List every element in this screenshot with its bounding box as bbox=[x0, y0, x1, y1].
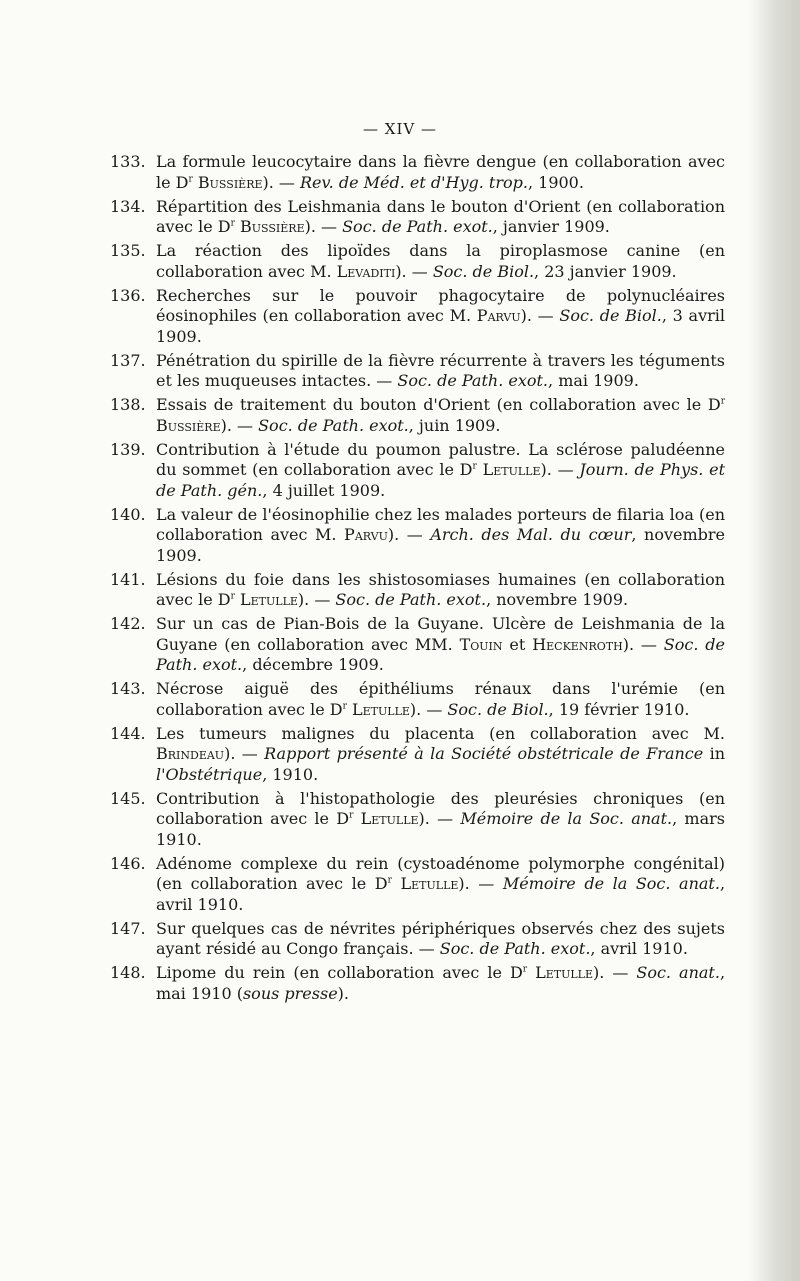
bibliography-entry bbox=[110, 614, 725, 676]
entry-number: 136. bbox=[110, 285, 146, 305]
text-run: ). — bbox=[224, 744, 265, 763]
author-name: Bussière bbox=[197, 172, 263, 192]
entry-text bbox=[156, 963, 725, 1003]
bibliography-entry bbox=[110, 351, 725, 392]
entry-text bbox=[156, 614, 725, 674]
author-name: Bussière bbox=[156, 415, 221, 435]
text-run: Essais de traitement du bouton d'Orient (en collaboration avec le D bbox=[156, 395, 721, 414]
text-run: ). — bbox=[418, 809, 461, 828]
page-number: — XIV — bbox=[363, 120, 437, 138]
superscript: r bbox=[349, 810, 354, 821]
text-run: La formule leucocytaire dans la fièvre dengue (en collaboration avec le D bbox=[156, 152, 725, 192]
text-run: Lipome du rein (en collaboration avec le D bbox=[156, 963, 523, 982]
entry-number: 147. bbox=[110, 918, 146, 938]
text-run: , 1900. bbox=[527, 172, 584, 192]
text-run: , janvier 1909. bbox=[492, 217, 610, 236]
entry-number: 142. bbox=[110, 614, 146, 633]
text-run: Recherches sur le pouvoir phagocytaire de polynucléaires éosinophiles (en collaboration avec M. bbox=[156, 285, 725, 325]
superscript: r bbox=[522, 964, 528, 975]
bibliography-entry bbox=[110, 963, 725, 1004]
text-run: ). — bbox=[220, 415, 259, 435]
bibliography-entry bbox=[110, 440, 725, 502]
superscript: r bbox=[188, 174, 193, 185]
text-run: ). — bbox=[387, 525, 431, 544]
publication-title: Rev. de Méd. et d'Hyg. trop. bbox=[300, 172, 528, 192]
entry-text bbox=[156, 724, 725, 784]
entry-text bbox=[156, 679, 725, 719]
page-edge-shadow bbox=[748, 0, 800, 1281]
text-run: Nécrose aiguë des épithéliums rénaux dans l'urémie (en collaboration avec le D bbox=[156, 679, 725, 719]
entry-number: 134. bbox=[110, 196, 146, 216]
bibliography-entry bbox=[110, 241, 725, 282]
text-run bbox=[353, 809, 360, 828]
entry-number: 140. bbox=[110, 504, 146, 524]
author-name: Brindeau bbox=[156, 744, 225, 763]
author-name: Parvu bbox=[476, 306, 521, 325]
entry-text bbox=[156, 440, 725, 500]
bibliography-entry bbox=[110, 679, 725, 720]
entry-number: 137. bbox=[110, 350, 146, 370]
entry-number: 138. bbox=[110, 395, 146, 414]
bibliography-list bbox=[110, 152, 725, 1008]
text-run: , avril 1910. bbox=[590, 939, 688, 958]
text-run: , mai 1910 ( bbox=[156, 963, 726, 1003]
text-run bbox=[392, 874, 401, 893]
text-run: Sur un cas de Pian-Bois de la Guyane. Ulcère de Leishmania de la Guyane (en collaboration avec MM. bbox=[156, 614, 725, 654]
text-run bbox=[527, 963, 535, 982]
bibliography-entry bbox=[110, 395, 725, 436]
superscript: r bbox=[720, 396, 725, 407]
bibliography-entry bbox=[110, 505, 725, 567]
bibliography-entry bbox=[110, 286, 725, 348]
publication-title: Mémoire de la Soc. anat. bbox=[502, 874, 720, 893]
text-run: Adénome complexe du rein (cystoadénome polymorphe congénital) (en collaboration avec le D bbox=[156, 853, 725, 893]
author-name: Bussière bbox=[240, 217, 305, 236]
text-run: Répartition des Leishmania dans le bouton d'Orient (en collaboration avec le D bbox=[156, 196, 725, 236]
entry-number: 143. bbox=[110, 679, 146, 698]
entry-text bbox=[156, 570, 725, 610]
text-run: Contribution à l'étude du poumon palustre. La sclérose paludéenne du sommet (en collaboration avec le D bbox=[156, 439, 725, 479]
text-run: ). — bbox=[593, 963, 637, 982]
bibliography-entry bbox=[110, 919, 725, 960]
entry-number: 145. bbox=[110, 788, 146, 808]
text-run: La valeur de l'éosinophilie chez les malades porteurs de filaria loa (en collaboration avec M. bbox=[156, 504, 725, 544]
publication-title: Soc. de Biol. bbox=[447, 699, 549, 719]
bibliography-entry bbox=[110, 724, 725, 786]
publication-title: Soc. de Path. exot. bbox=[342, 217, 493, 236]
entry-text bbox=[156, 395, 725, 435]
entry-text bbox=[156, 152, 725, 192]
text-run: , 3 avril 1909. bbox=[156, 306, 726, 346]
author-name: Letulle bbox=[482, 460, 541, 479]
text-run: , novembre 1909. bbox=[156, 525, 726, 565]
publication-title: Soc. de Path. exot. bbox=[439, 939, 591, 958]
publication-title: Rapport présenté à la Société obstétricale de France bbox=[264, 744, 704, 763]
publication-title: Arch. des Mal. du cœur bbox=[430, 525, 632, 544]
text-run: , 23 janvier 1909. bbox=[534, 261, 677, 281]
text-run: Contribution à l'histopathologie des pleurésies chroniques (en collaboration avec le D bbox=[156, 788, 725, 828]
author-name: Letulle bbox=[352, 699, 410, 719]
text-run: , novembre 1909. bbox=[486, 590, 629, 609]
text-run: , juin 1909. bbox=[408, 415, 501, 435]
text-run: Sur quelques cas de névrites périphériques observés chez des sujets ayant résidé au Congo français. — bbox=[156, 918, 725, 958]
publication-title: Soc. de Path. exot. bbox=[335, 590, 487, 609]
publication-title: Soc. de Biol. bbox=[432, 261, 535, 281]
entry-number: 139. bbox=[110, 439, 146, 459]
text-run: in bbox=[703, 744, 726, 763]
text-run: , 1910. bbox=[262, 764, 319, 784]
text-run: ). — bbox=[540, 460, 580, 479]
author-name: Parvu bbox=[344, 525, 388, 544]
entry-number: 148. bbox=[110, 963, 146, 982]
text-run: La réaction des lipoïdes dans la piroplasmose canine (en collaboration avec M. bbox=[156, 241, 725, 281]
author-name: Letulle bbox=[400, 874, 459, 893]
text-run: , mars 1910. bbox=[156, 809, 726, 849]
text-run: ). — bbox=[297, 590, 336, 609]
text-run: ). bbox=[337, 983, 349, 1003]
publication-title: Soc. de Biol. bbox=[559, 306, 662, 325]
entry-number: 141. bbox=[110, 569, 146, 589]
text-run: , 4 juillet 1909. bbox=[262, 480, 386, 500]
superscript: r bbox=[230, 591, 235, 602]
entry-text bbox=[156, 286, 725, 346]
author-name: Levaditi bbox=[336, 261, 396, 281]
bibliography-entry bbox=[110, 152, 725, 193]
text-run: et bbox=[502, 634, 533, 654]
text-run: ). — bbox=[622, 634, 664, 654]
publication-title: sous presse bbox=[242, 983, 338, 1003]
entry-text bbox=[156, 351, 725, 391]
author-name: Letulle bbox=[360, 809, 419, 828]
text-run: , 19 février 1910. bbox=[548, 699, 690, 719]
publication-title: l'Obstétrique bbox=[156, 764, 263, 784]
superscript: r bbox=[230, 218, 235, 229]
entry-text bbox=[156, 789, 725, 849]
entry-text bbox=[156, 919, 725, 959]
text-run: ). — bbox=[409, 699, 448, 719]
text-run: Les tumeurs malignes du placenta (en collaboration avec M. bbox=[156, 723, 725, 743]
publication-title: Soc. de Path. exot. bbox=[258, 415, 409, 435]
bibliography-entry bbox=[110, 854, 725, 916]
superscript: r bbox=[342, 701, 347, 712]
author-name: Letulle bbox=[535, 963, 594, 982]
entry-text bbox=[156, 854, 725, 914]
text-run: , décembre 1909. bbox=[242, 655, 384, 674]
entry-number: 146. bbox=[110, 853, 146, 873]
publication-title: Mémoire de la Soc. anat. bbox=[460, 809, 673, 828]
author-name: Letulle bbox=[240, 590, 298, 609]
entry-text bbox=[156, 241, 725, 281]
text-run: ). — bbox=[304, 217, 343, 236]
entry-number: 144. bbox=[110, 723, 146, 743]
bibliography-entry bbox=[110, 197, 725, 238]
text-run: Lésions du foie dans les shistosomiases humaines (en collaboration avec le D bbox=[156, 569, 725, 609]
text-run: ). — bbox=[262, 172, 300, 192]
superscript: r bbox=[387, 875, 392, 886]
bibliography-entry bbox=[110, 570, 725, 611]
publication-title: Journ. de Phys. et de Path. gén. bbox=[156, 460, 726, 500]
text-run: ). — bbox=[395, 261, 433, 281]
entry-number: 133. bbox=[110, 152, 146, 171]
text-run: Pénétration du spirille de la fièvre récurrente à travers les téguments et les muqueuses intactes. — bbox=[156, 350, 725, 390]
entry-text bbox=[156, 197, 725, 237]
superscript: r bbox=[472, 461, 477, 472]
text-run: ). — bbox=[520, 306, 560, 325]
bibliography-entry bbox=[110, 789, 725, 851]
text-run: , avril 1910. bbox=[156, 874, 726, 914]
text-run: , mai 1909. bbox=[548, 371, 639, 390]
author-name: Touin bbox=[459, 634, 503, 654]
publication-title: Soc. anat. bbox=[636, 963, 720, 982]
entry-number: 135. bbox=[110, 241, 146, 260]
author-name: Heckenroth bbox=[532, 634, 623, 654]
publication-title: Soc. de Path. exot. bbox=[156, 634, 726, 674]
text-run: ). — bbox=[458, 874, 503, 893]
publication-title: Soc. de Path. exot. bbox=[397, 371, 549, 390]
entry-text bbox=[156, 505, 725, 565]
